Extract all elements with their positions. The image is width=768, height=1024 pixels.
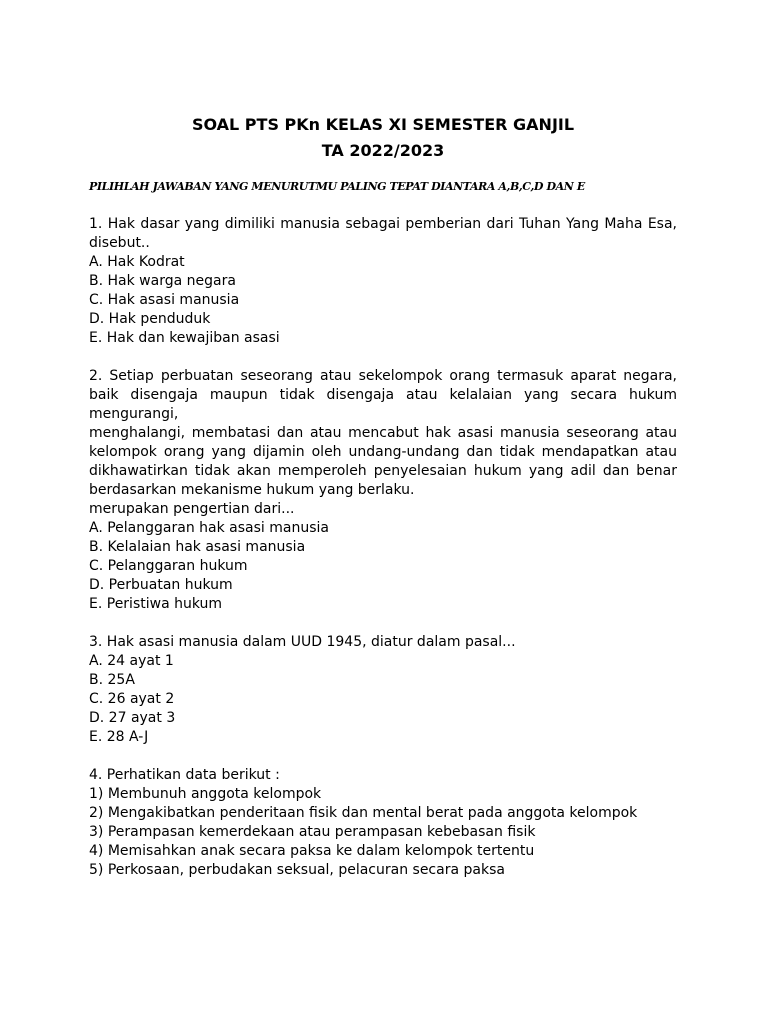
question-1-option-c: C. Hak asasi manusia (89, 292, 240, 308)
question-2 (89, 367, 677, 614)
exam-title (89, 112, 677, 164)
question-1-option-d: D. Hak penduduk (89, 311, 211, 327)
question-3-option-a: A. 24 ayat 1 (89, 653, 174, 669)
question-2-option-e: E. Peristiwa hukum (89, 596, 223, 612)
question-3-options (89, 652, 677, 747)
question-4 (89, 766, 677, 880)
question-2-text-part-1: 2. Setiap perbuatan seseorang atau sekelompok orang termasuk aparat negara, baik disengaja maupun tidak disengaja atau kelalaian yang secara hukum mengurangi, (89, 368, 677, 422)
question-2-option-d: D. Perbuatan hukum (89, 577, 233, 593)
question-4-item-3: 3) Perampasan kemerdekaan atau perampasan kebebasan fisik (89, 824, 536, 840)
exam-title-line-2: TA 2022/2023 (321, 141, 445, 160)
question-1-text: 1. Hak dasar yang dimiliki manusia sebagai pemberian dari Tuhan Yang Maha Esa, disebut.. (89, 216, 677, 251)
question-3-option-c: C. 26 ayat 2 (89, 691, 175, 707)
question-1-option-e: E. Hak dan kewajiban asasi (89, 330, 280, 346)
question-2-option-c: C. Pelanggaran hukum (89, 558, 248, 574)
exam-instruction: PILIHLAH JAWABAN YANG MENURUTMU PALING TEPAT DIANTARA A,B,C,D DAN E (89, 180, 585, 193)
question-3-option-e: E. 28 A-J (89, 729, 149, 745)
question-2-options (89, 519, 677, 614)
exam-title-line-1: SOAL PTS PKn KELAS XI SEMESTER GANJIL (191, 115, 575, 134)
question-3-option-d: D. 27 ayat 3 (89, 710, 176, 726)
question-3-text: 3. Hak asasi manusia dalam UUD 1945, diatur dalam pasal... (89, 634, 516, 650)
question-4-item-2: 2) Mengakibatkan penderitaan fisik dan mental berat pada anggota kelompok (89, 805, 638, 821)
question-4-item-5: 5) Perkosaan, perbudakan seksual, pelacuran secara paksa (89, 862, 505, 878)
question-4-item-4: 4) Memisahkan anak secara paksa ke dalam kelompok tertentu (89, 843, 535, 859)
question-4-text: 4. Perhatikan data berikut : (89, 767, 280, 783)
question-2-option-b: B. Kelalaian hak asasi manusia (89, 539, 306, 555)
question-3 (89, 633, 677, 747)
question-4-data-list (89, 785, 677, 880)
question-2-text-part-2: menghalangi, membatasi dan atau mencabut hak asasi manusia seseorang atau kelompok orang yang dijamin oleh undang-undang dan tidak mendapatkan atau dikhawatirkan tidak akan memperoleh penyelesaian hukum yang adil dan benar berdasarkan mekanisme hukum yang berlaku. (89, 425, 677, 498)
question-1-option-a: A. Hak Kodrat (89, 254, 185, 270)
question-4-item-1: 1) Membunuh anggota kelompok (89, 786, 322, 802)
question-3-option-b: B. 25A (89, 672, 135, 688)
exam-document (89, 112, 677, 880)
question-2-option-a: A. Pelanggaran hak asasi manusia (89, 520, 329, 536)
question-1-option-b: B. Hak warga negara (89, 273, 236, 289)
question-2-text-part-3: merupakan pengertian dari... (89, 501, 295, 517)
question-1 (89, 215, 677, 348)
question-1-options (89, 253, 677, 348)
